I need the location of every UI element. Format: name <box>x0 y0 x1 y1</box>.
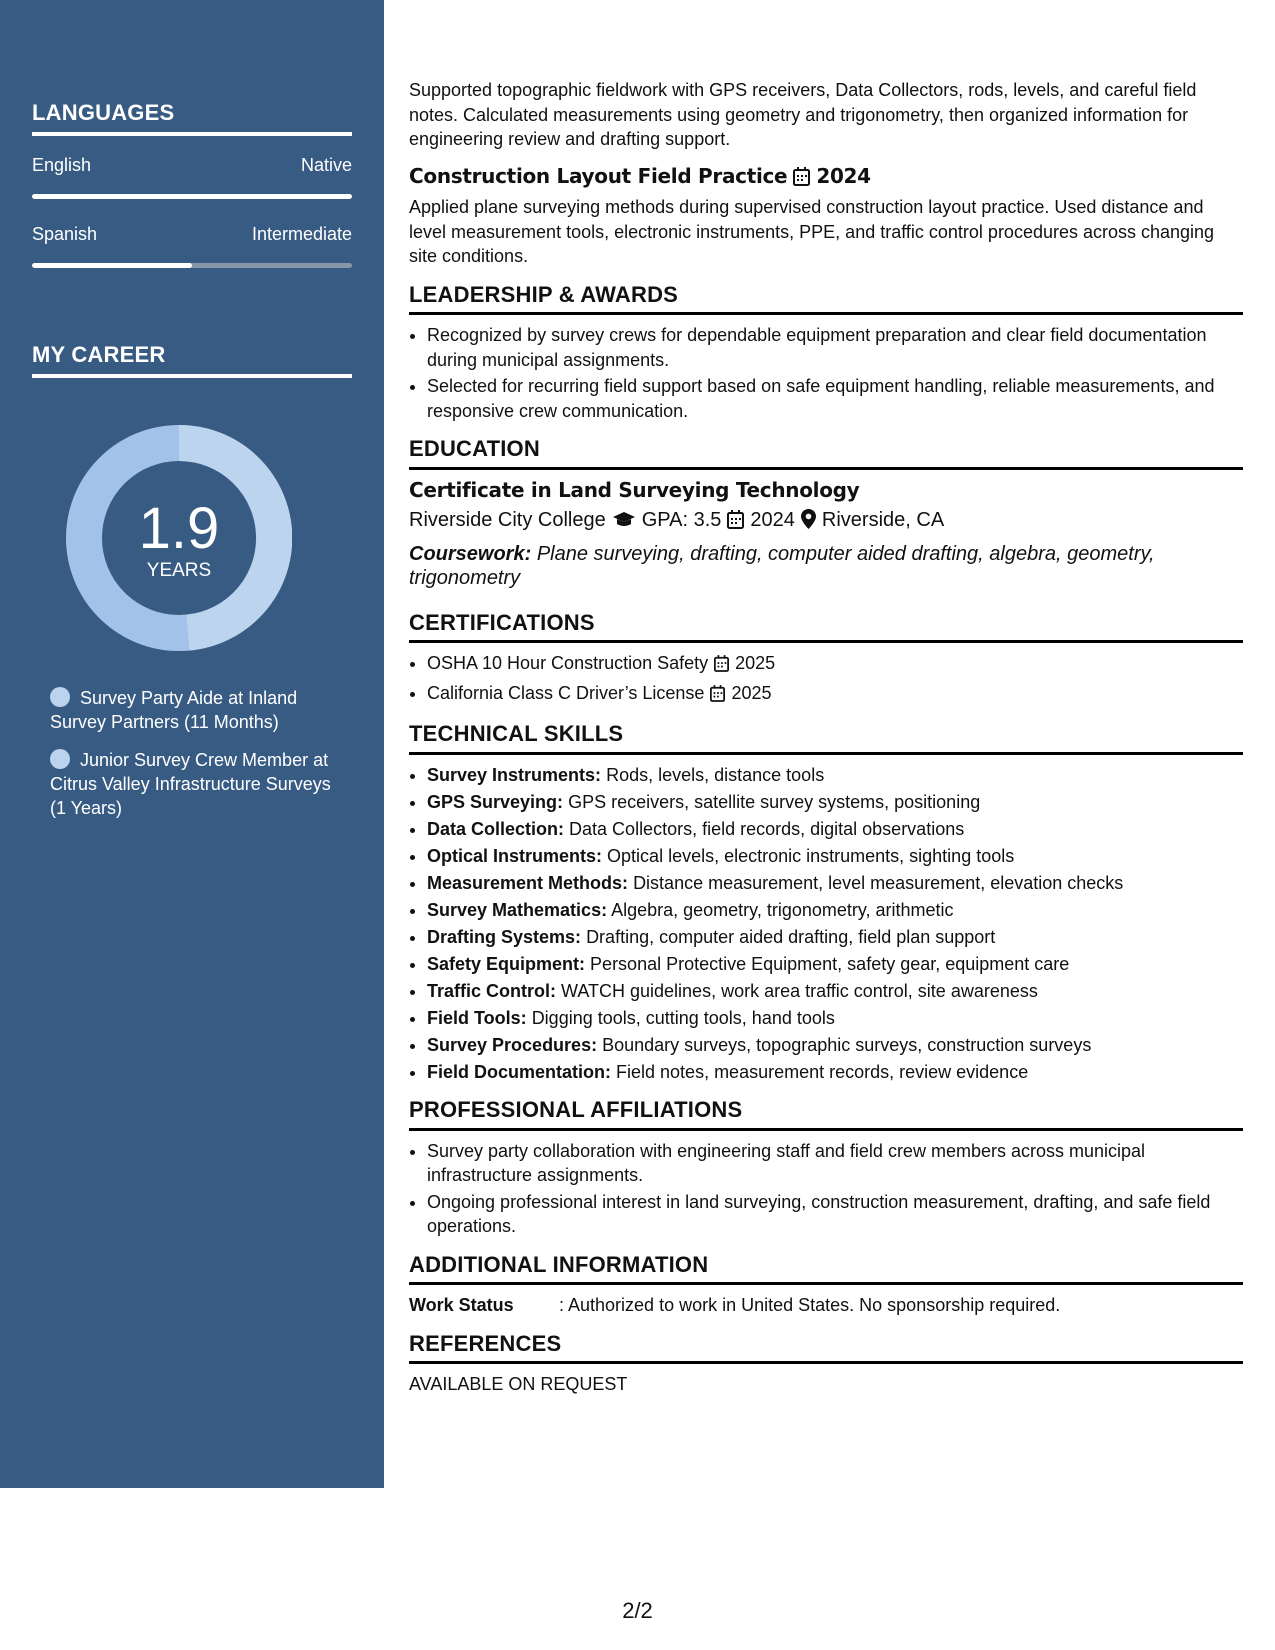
list-item: • Ongoing professional interest in land surveying, construction measurement, drafting, and safe field operations. <box>427 1190 1243 1239</box>
skill-item: • GPS Surveying: GPS receivers, satellite survey systems, positioning <box>427 790 1243 815</box>
certification-item: • OSHA 10 Hour Construction Safety 2025 <box>427 651 1243 679</box>
leadership-list <box>409 323 1243 423</box>
additional-heading: ADDITIONAL INFORMATION <box>409 1253 1243 1286</box>
language-bar-spanish <box>32 263 352 268</box>
list-item: • Survey party collaboration with engineering staff and field crew members across municipal infrastructure assignments. <box>427 1139 1243 1188</box>
certifications-list <box>409 651 1243 708</box>
education-heading: EDUCATION <box>409 437 1243 470</box>
skill-item: • Traffic Control: WATCH guidelines, work area traffic control, site awareness <box>427 979 1243 1004</box>
skill-item: • Safety Equipment: Personal Protective Equipment, safety gear, equipment care <box>427 952 1243 977</box>
list-item: • Selected for recurring field support based on safe equipment handling, reliable measurements, and responsive crew communication. <box>427 374 1243 423</box>
skills-heading: TECHNICAL SKILLS <box>409 722 1243 755</box>
skill-item: • Field Documentation: Field notes, measurement records, review evidence <box>427 1060 1243 1085</box>
skills-list <box>409 763 1243 1085</box>
page-number: 2/2 <box>622 1598 653 1623</box>
work-status-label: Work Status <box>409 1295 514 1315</box>
skill-item: • Drafting Systems: Drafting, computer aided drafting, field plan support <box>427 925 1243 950</box>
references-heading: REFERENCES <box>409 1332 1243 1365</box>
career-item: Survey Party Aide at Inland Survey Partners (11 Months) <box>50 688 298 732</box>
affiliations-list <box>409 1139 1243 1239</box>
career-heading: MY CAREER <box>32 342 352 378</box>
skill-item: • Measurement Methods: Distance measurement, level measurement, elevation checks <box>427 871 1243 896</box>
references-text: AVAILABLE ON REQUEST <box>409 1374 628 1394</box>
career-list <box>50 686 340 834</box>
main-content <box>409 78 1243 1397</box>
bullet-dot-icon <box>50 687 70 707</box>
work-status-row <box>409 1293 1243 1318</box>
language-name: Spanish <box>32 224 98 244</box>
coursework: Coursework: Plane surveying, drafting, computer aided drafting, algebra, geometry, trigonometry <box>409 542 1155 589</box>
career-years-unit: YEARS <box>146 560 212 581</box>
affiliations-heading: PROFESSIONAL AFFILIATIONS <box>409 1098 1243 1131</box>
language-level: Native <box>300 155 352 175</box>
career-years-value: 1.9 <box>138 496 220 561</box>
languages-heading: LANGUAGES <box>32 100 352 136</box>
language-bar-english <box>32 194 352 199</box>
experience-paragraph: Supported topographic fieldwork with GPS receivers, Data Collectors, rods, levels, and careful field notes. Calculated measurements using geometry and trigonometry, then organized information for engineering review and drafting support. <box>409 80 1197 149</box>
leadership-heading: LEADERSHIP & AWARDS <box>409 283 1243 316</box>
certification-item: • California Class C Driver’s License 2025 <box>427 681 1243 709</box>
map-pin-icon <box>801 509 816 536</box>
degree-title: Certificate in Land Surveying Technology <box>409 477 860 502</box>
calendar-icon <box>793 167 810 192</box>
career-item: Junior Survey Crew Member at Citrus Valley Infrastructure Surveys (1 Years) <box>50 750 331 818</box>
graduation-cap-icon <box>612 511 636 536</box>
skill-item: • Survey Mathematics: Algebra, geometry, trigonometry, arithmetic <box>427 898 1243 923</box>
calendar-icon <box>710 684 725 709</box>
calendar-icon <box>714 654 729 679</box>
skill-item: • Survey Procedures: Boundary surveys, topographic surveys, construction surveys <box>427 1033 1243 1058</box>
skill-item: • Survey Instruments: Rods, levels, distance tools <box>427 763 1243 788</box>
skill-item: • Optical Instruments: Optical levels, electronic instruments, sighting tools <box>427 844 1243 869</box>
education-details: Riverside City College GPA: 3.5 2024 Riverside, CA <box>409 508 1243 536</box>
work-status-value: : Authorized to work in United States. No sponsorship required. <box>559 1295 1061 1315</box>
experience-entry-paragraph: Applied plane surveying methods during supervised construction layout practice. Used distance and level measurement tools, electronic instruments, PPE, and traffic control procedures across changing site conditions. <box>409 197 1215 266</box>
language-level: Intermediate <box>251 224 352 244</box>
skill-item: • Field Tools: Digging tools, cutting tools, hand tools <box>427 1006 1243 1031</box>
skill-item: • Data Collection: Data Collectors, field records, digital observations <box>427 817 1243 842</box>
language-bar-fill <box>32 194 352 199</box>
calendar-icon <box>727 510 744 536</box>
sidebar <box>0 0 384 1488</box>
certifications-heading: CERTIFICATIONS <box>409 611 1243 644</box>
experience-entry-title: Construction Layout Field Practice 2024 <box>409 164 1243 192</box>
language-name: English <box>32 155 92 175</box>
bullet-dot-icon <box>50 749 70 769</box>
list-item: • Recognized by survey crews for dependable equipment preparation and clear field documentation during municipal assignments. <box>427 323 1243 372</box>
language-bar-fill <box>32 263 192 268</box>
